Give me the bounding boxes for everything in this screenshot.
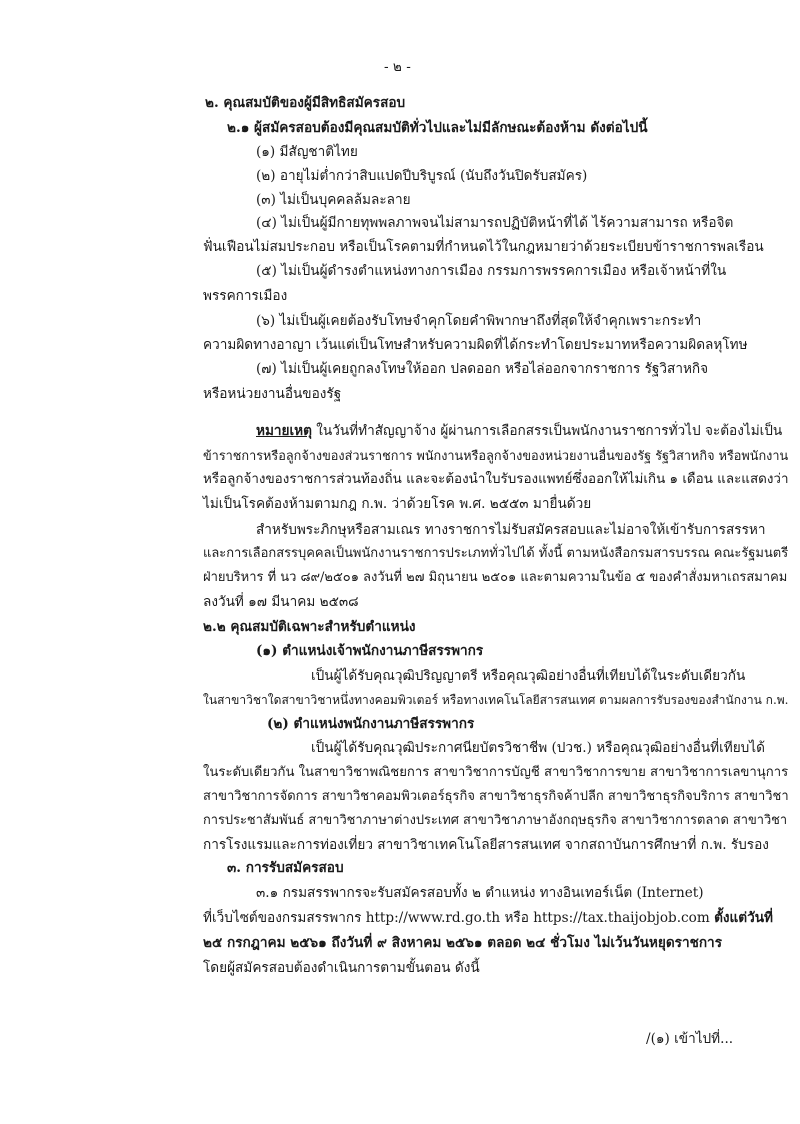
- qualification-item-7: (๗) ไม่เป็นผู้เคยถูกลงโทษให้ออก ปลดออก หรือไล่ออกจากราชการ รัฐวิสาหกิจ: [256, 361, 709, 377]
- qualification-item-3: (๓) ไม่เป็นบุคคลล้มละลาย: [256, 192, 411, 208]
- position-1-text: ในสาขาวิชาใดสาขาวิชาหนึ่งทางคอมพิวเตอร์ หรือทางเทคโนโลยีสารสนเทศ ตามผลการรับรองของสำนักงาน ก.พ.: [203, 693, 789, 707]
- qualification-item-4: (๔) ไม่เป็นผู้มีกายทุพพลภาพจนไม่สามารถปฏิบัติหน้าที่ได้ ไร้ความสามารถ หรือจิต: [256, 215, 734, 231]
- qualification-item-6: (๖) ไม่เป็นผู้เคยต้องรับโทษจำคุกโดยคำพิพากษาถึงที่สุดให้จำคุกเพราะกระทำ: [256, 313, 702, 329]
- qualification-item-6-cont: ความผิดทางอาญา เว้นแต่เป็นโทษสำหรับความผิดที่ได้กระทำโดยประมาทหรือความผิดลหุโทษ: [203, 337, 748, 353]
- position-2-title: (๒) ตำแหน่งพนักงานภาษีสรรพากร: [267, 716, 475, 732]
- qualification-item-2: (๒) อายุไม่ต่ำกว่าสิบแปดปีบริบูรณ์ (นับถึงวันปิดรับสมัคร): [256, 168, 588, 184]
- position-2-text: ในระดับเดียวกัน ในสาขาวิชาพณิชยการ สาขาวิชาการบัญชี สาขาวิชาการขาย สาขาวิชาการเลขานุการ: [203, 765, 789, 780]
- website-text: ที่เว็บไซต์ของกรมสรรพากร http://www.rd.go.th หรือ https://tax.thaijobjob.com: [203, 910, 715, 926]
- note-line: ไม่เป็นโรคต้องห้ามตามกฎ ก.พ. ว่าด้วยโรค พ.ศ. ๒๕๕๓ มายื่นด้วย: [203, 496, 592, 512]
- section-2-heading: ๒. คุณสมบัติของผู้มีสิทธิสมัครสอบ: [205, 95, 406, 111]
- note-label: หมายเหตุ: [256, 423, 312, 439]
- qualification-item-1: (๑) มีสัญชาติไทย: [256, 144, 358, 160]
- monk-paragraph-line: ลงวันที่ ๑๗ มีนาคม ๒๕๓๘: [203, 594, 359, 610]
- monk-paragraph-line: และการเลือกสรรบุคคลเป็นพนักงานราชการประเภททั่วไปได้ ทั้งนี้ ตามหนังสือกรมสารบรรณ คณะรัฐมนตรี: [203, 546, 789, 561]
- position-2-text: สาขาวิชาการจัดการ สาขาวิชาคอมพิวเตอร์ธุรกิจ สาขาวิชาธุรกิจค้าปลีก สาขาวิชาธุรกิจบริการ สาขาวิชา: [203, 789, 789, 804]
- section-3-1-line: ๓.๑ กรมสรรพากรจะรับสมัครสอบทั้ง ๒ ตำแหน่ง ทางอินเทอร์เน็ต (Internet): [256, 885, 704, 901]
- section-3-heading: ๓. การรับสมัครสอบ: [227, 860, 344, 876]
- position-1-title: (๑) ตำแหน่งเจ้าพนักงานภาษีสรรพากร: [256, 643, 484, 659]
- section-2-2-heading: ๒.๒ คุณสมบัติเฉพาะสำหรับตำแหน่ง: [203, 619, 416, 635]
- continuation-marker: /(๑) เข้าไปที่...: [646, 1031, 734, 1047]
- qualification-item-4-cont: ฟั่นเฟือนไม่สมประกอบ หรือเป็นโรคตามที่กำหนดไว้ในกฎหมายว่าด้วยระเบียบข้าราชการพลเรือน: [203, 239, 764, 255]
- position-1-text: เป็นผู้ได้รับคุณวุฒิปริญญาตรี หรือคุณวุฒิอย่างอื่นที่เทียบได้ในระดับเดียวกัน: [311, 668, 746, 684]
- qualification-item-7-cont: หรือหน่วยงานอื่นของรัฐ: [203, 386, 342, 402]
- position-2-text: การโรงแรมและการท่องเที่ยว สาขาวิชาเทคโนโลยีสารสนเทศ จากสถาบันการศึกษาที่ ก.พ. รับรอง: [203, 837, 769, 853]
- note-line: หรือลูกจ้างของราชการส่วนท้องถิ่น และจะต้องนำใบรับรองแพทย์ซึ่งออกให้ไม่เกิน ๑ เดือน และแสดงว่า: [203, 472, 789, 487]
- position-2-text: การประชาสัมพันธ์ สาขาวิชาภาษาต่างประเทศ สาขาวิชาภาษาอังกฤษธุรกิจ สาขาวิชาการตลาด สาขาวิชา: [203, 813, 788, 828]
- date-start-text: ตั้งแต่วันที่: [714, 910, 774, 926]
- section-2-1-heading: ๒.๑ ผู้สมัครสอบต้องมีคุณสมบัติทั่วไปและไม่มีลักษณะต้องห้าม ดังต่อไปนี้: [227, 120, 648, 136]
- section-3-1-line: [203, 908, 773, 928]
- monk-paragraph-line: สำหรับพระภิกษุหรือสามเณร ทางราชการไม่รับสมัครสอบและไม่อาจให้เข้ารับการสรรหา: [256, 522, 766, 538]
- page-number: - ๒ -: [384, 59, 411, 75]
- note-first-line-text: ในวันที่ทำสัญญาจ้าง ผู้ผ่านการเลือกสรรเป็นพนักงานราชการทั่วไป จะต้องไม่เป็น: [311, 423, 783, 439]
- qualification-item-5: (๕) ไม่เป็นผู้ดำรงตำแหน่งทางการเมือง กรรมการพรรคการเมือง หรือเจ้าหน้าที่ใน: [256, 263, 727, 279]
- application-period: ๒๕ กรกฎาคม ๒๕๖๑ ถึงวันที่ ๙ สิงหาคม ๒๕๖๑ ตลอด ๒๔ ชั่วโมง ไม่เว้นวันหยุดราชการ: [203, 935, 722, 951]
- qualification-item-5-cont: พรรคการเมือง: [203, 288, 288, 304]
- position-2-text: เป็นผู้ได้รับคุณวุฒิประกาศนียบัตรวิชาชีพ (ปวช.) หรือคุณวุฒิอย่างอื่นที่เทียบได้: [311, 740, 765, 756]
- section-3-1-line: โดยผู้สมัครสอบต้องดำเนินการตามขั้นตอน ดังนี้: [203, 960, 480, 976]
- note-line: ข้าราชการหรือลูกจ้างของส่วนราชการ พนักงานหรือลูกจ้างของหน่วยงานอื่นของรัฐ รัฐวิสาหกิจ หรือพนักงาน: [203, 448, 789, 463]
- monk-paragraph-line: ฝ่ายบริหาร ที่ นว ๘๙/๒๕๐๑ ลงวันที่ ๒๗ มิถุนายน ๒๕๐๑ และตามความในข้อ ๕ ของคำสั่งมหาเถรสมาคม: [203, 570, 788, 585]
- note-first-line: [256, 421, 782, 441]
